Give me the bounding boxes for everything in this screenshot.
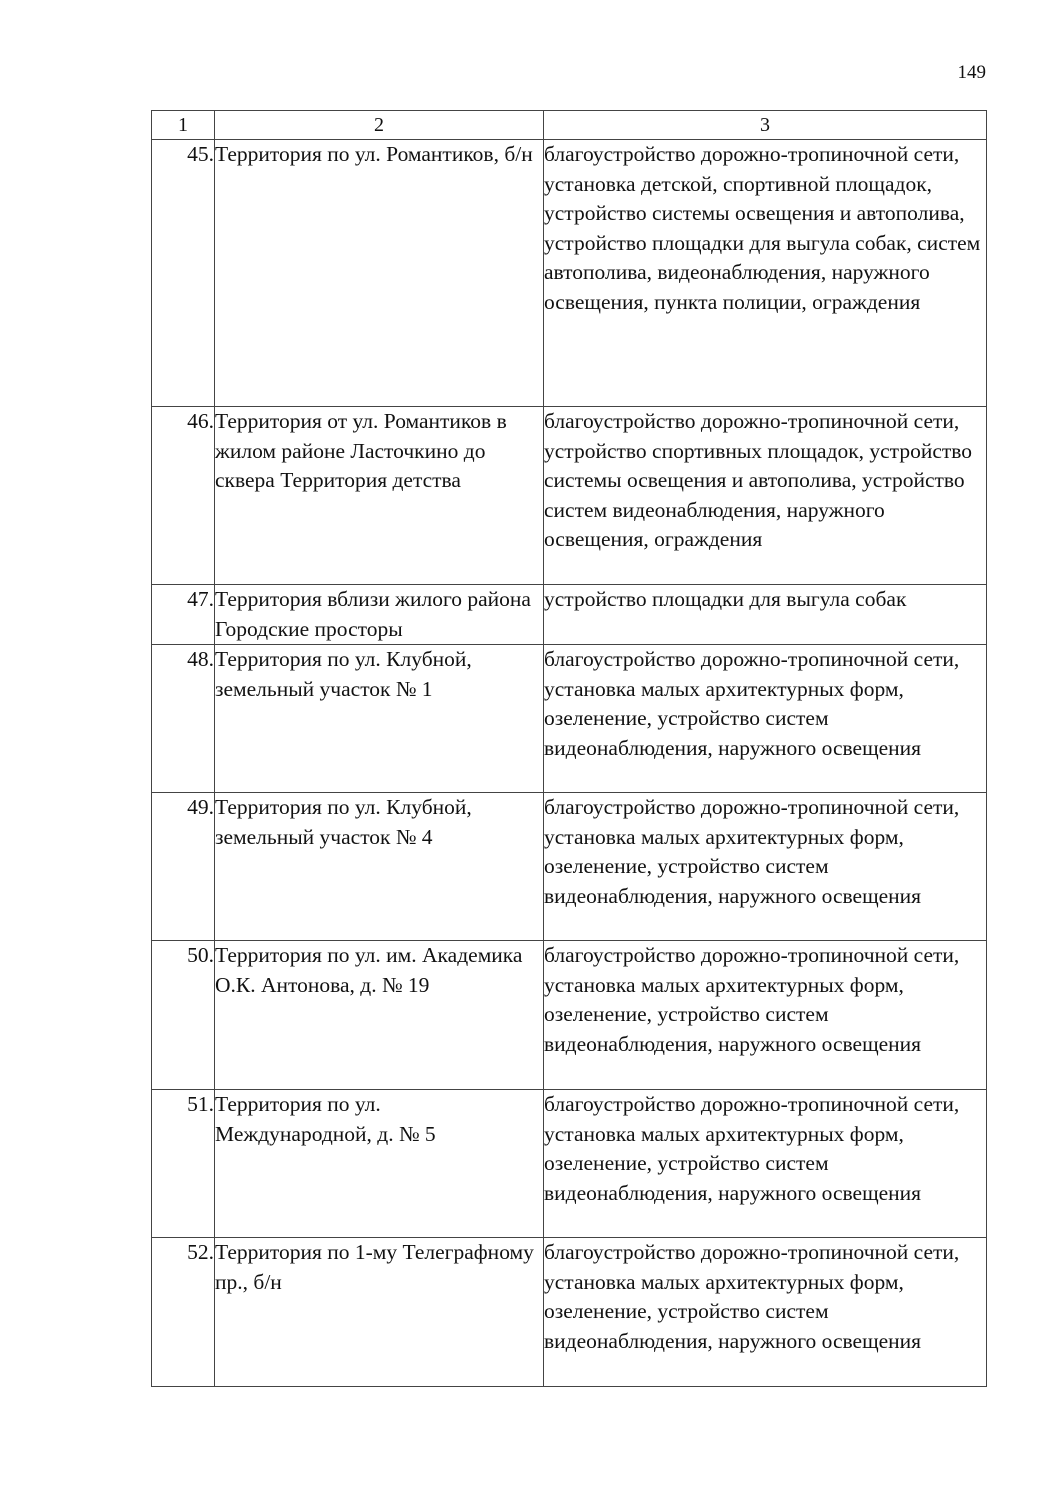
header-row bbox=[152, 111, 987, 140]
table-row bbox=[152, 140, 987, 407]
territory-name: Территория по 1-му Телеграфному пр., б/н bbox=[215, 1238, 544, 1387]
row-number: 52. bbox=[152, 1238, 215, 1387]
table-row bbox=[152, 407, 987, 585]
territory-name: Территория по ул. Клубной, земельный участок № 4 bbox=[215, 793, 544, 941]
territory-name: Территория по ул. Романтиков, б/н bbox=[215, 140, 544, 407]
work-description: устройство площадки для выгула собак bbox=[544, 585, 987, 645]
column-header-2: 2 bbox=[215, 111, 544, 140]
row-number: 49. bbox=[152, 793, 215, 941]
table-row bbox=[152, 1238, 987, 1387]
table-row bbox=[152, 793, 987, 941]
table-row bbox=[152, 1090, 987, 1238]
table-header bbox=[152, 111, 987, 140]
row-number: 45. bbox=[152, 140, 215, 407]
territory-name: Территория от ул. Романтиков в жилом районе Ласточкино до сквера Территория детства bbox=[215, 407, 544, 585]
territory-name: Территория по ул. им. Академика О.К. Антонова, д. № 19 bbox=[215, 941, 544, 1090]
row-number: 50. bbox=[152, 941, 215, 1090]
row-number: 51. bbox=[152, 1090, 215, 1238]
works-table bbox=[151, 110, 987, 1387]
row-number: 47. bbox=[152, 585, 215, 645]
column-header-3: 3 bbox=[544, 111, 987, 140]
table-row bbox=[152, 941, 987, 1090]
work-description: благоустройство дорожно-тропиночной сети, установка малых архитектурных форм, озеленение, устройство систем видеонаблюдения, наружного освещения bbox=[544, 793, 987, 941]
table-body bbox=[152, 140, 987, 1387]
row-number: 48. bbox=[152, 645, 215, 793]
column-header-1: 1 bbox=[152, 111, 215, 140]
work-description: благоустройство дорожно-тропиночной сети, устройство спортивных площадок, устройство системы освещения и автополива, устройство систем видеонаблюдения, наружного освещения, ограждения bbox=[544, 407, 987, 585]
table-row bbox=[152, 585, 987, 645]
page-number: 149 bbox=[957, 62, 986, 83]
territory-name: Территория по ул. Клубной, земельный участок № 1 bbox=[215, 645, 544, 793]
row-number: 46. bbox=[152, 407, 215, 585]
work-description: благоустройство дорожно-тропиночной сети, установка малых архитектурных форм, озеленение, устройство систем видеонаблюдения, наружного освещения bbox=[544, 1238, 987, 1387]
work-description: благоустройство дорожно-тропиночной сети, установка малых архитектурных форм, озеленение, устройство систем видеонаблюдения, наружного освещения bbox=[544, 645, 987, 793]
work-description: благоустройство дорожно-тропиночной сети, установка малых архитектурных форм, озеленение, устройство систем видеонаблюдения, наружного освещения bbox=[544, 941, 987, 1090]
work-description: благоустройство дорожно-тропиночной сети, установка малых архитектурных форм, озеленение, устройство систем видеонаблюдения, наружного освещения bbox=[544, 1090, 987, 1238]
territory-name: Территория по ул. Международной, д. № 5 bbox=[215, 1090, 544, 1238]
table-row bbox=[152, 645, 987, 793]
territory-name: Территория вблизи жилого района Городские просторы bbox=[215, 585, 544, 645]
work-description: благоустройство дорожно-тропиночной сети, установка детской, спортивной площадок, устройство системы освещения и автополива, устройство площадки для выгула собак, систем автополива, видеонаблюдения, наружного освещения, пункта полиции, ограждения bbox=[544, 140, 987, 407]
